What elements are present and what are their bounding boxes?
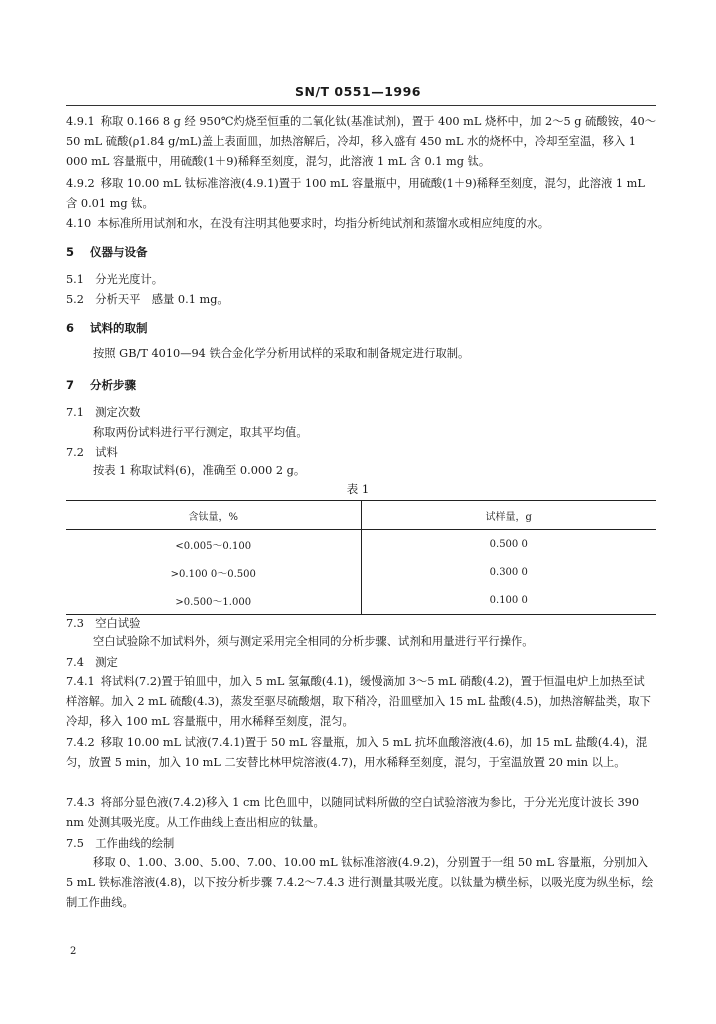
heading-7-2: 7.2 试料 [66,446,118,459]
section-title: 分析步骤 [90,378,136,392]
para-6: 按照 GB/T 4010—94 铁合金化学分析用试样的采取和制备规定进行取制。 [93,347,470,360]
cell-sample-mass: 0.100 0 [361,586,656,615]
para-text: 称取 0.166 8 g 经 950℃灼烧至恒重的二氧化钛(基准试剂)，置于 400 mL 烧杯中，加 2～5 g 硫酸铵，40～50 mL 硫酸(ρ1.84 g/mL)盖上表面皿，加热溶解后，冷却，移入盛有 450 mL 水的烧杯中，冷却至室温，移入 1 000 mL 容量瓶中，用硫酸(1＋9)稀释至刻度，混匀，此溶液 1 mL 含 0.1 mg 钛。 [66,115,656,168]
para-text: 将试料(7.2)置于铂皿中，加入 5 mL 氢氟酸(4.1)，缓慢滴加 3～5 mL 硝酸(4.2)，置于恒温电炉上加热至试样溶解。加入 2 mL 硫酸(4.3)，蒸发至驱尽硫酸烟，取下稍冷，沿皿壁加入 15 mL 盐酸(4.5)，加热溶解盐类，取下冷却，移入 100 mL 容量瓶中，用水稀释至刻度，混匀。 [66,675,651,728]
header-titanium-content: 含钛量，% [188,511,238,523]
table-row [66,586,656,615]
section-5-heading [66,242,656,262]
document-header: SN/T 0551—1996 [295,84,421,99]
para-4-9-2 [66,174,656,214]
section-6-heading [66,318,656,338]
header-sample-mass: 试样量，g [361,501,656,530]
cell-sample-mass: 0.500 0 [361,530,656,559]
table-row [66,558,656,586]
para-7-4-1 [66,672,656,732]
heading-7-3: 7.3 空白试验 [66,617,141,630]
clause-number: 7.4.2 [66,736,95,749]
cell-titanium-content: >0.100 0～0.500 [170,568,256,580]
para-7-2: 按表 1 称取试料(6)，准确至 0.000 2 g。 [93,464,306,477]
para-7-1: 称取两份试料进行平行测定，取其平均值。 [93,426,308,439]
section-number: 7 [66,378,75,392]
section-7-heading [66,375,656,395]
para-7-4-3 [66,793,656,833]
heading-7-1: 7.1 测定次数 [66,406,141,419]
clause-number: 7.4.1 [66,675,95,688]
para-text: 本标准所用试剂和水，在没有注明其他要求时，均指分析纯试剂和蒸馏水或相应纯度的水。 [97,217,550,230]
clause-number: 4.9.1 [66,115,95,128]
section-title: 仪器与设备 [90,245,148,259]
heading-7-5: 7.5 工作曲线的绘制 [66,837,175,850]
table-caption: 表 1 [346,482,370,496]
para-text: 移取 10.00 mL 钛标准溶液(4.9.1)置于 100 mL 容量瓶中，用硫酸(1＋9)稀释至刻度，混匀，此溶液 1 mL 含 0.01 mg 钛。 [66,177,645,210]
section-title: 试料的取制 [90,321,148,335]
cell-sample-mass: 0.300 0 [361,558,656,586]
para-text: 将部分显色液(7.4.2)移入 1 cm 比色皿中，以随同试料所做的空白试验溶液为参比，于分光光度计波长 390 nm 处测其吸光度。从工作曲线上查出相应的钛量。 [66,796,640,829]
section-number: 5 [66,245,75,259]
heading-7-4: 7.4 测定 [66,656,118,669]
clause-number: 7.4.3 [66,796,95,809]
titanium-sample-table [66,500,656,615]
cell-titanium-content: <0.005～0.100 [175,540,252,552]
page-number: 2 [70,946,77,957]
clause-number: 4.10 [66,217,92,230]
para-7-3: 空白试验除不加试料外，须与测定采用完全相同的分析步骤、试剂和用量进行平行操作。 [93,635,534,648]
para-5-1: 5.1 分光光度计。 [66,273,164,286]
para-4-10 [66,214,656,234]
para-4-9-1 [66,112,656,172]
section-number: 6 [66,321,75,335]
para-5-2: 5.2 分析天平 感量 0.1 mg。 [66,293,229,306]
para-7-4-2 [66,733,656,773]
header-rule [66,105,656,106]
clause-number: 4.9.2 [66,177,95,190]
para-text: 移取 10.00 mL 试液(7.4.1)置于 50 mL 容量瓶，加入 5 mL 抗坏血酸溶液(4.6)，加 15 mL 盐酸(4.4)，混匀，放置 5 min，加入 10 mL 二安替比林甲烷溶液(4.7)，用水稀释至刻度，混匀，于室温放置 20 min 以上。 [66,736,648,769]
table-header-row [66,501,656,530]
para-7-5: 移取 0、1.00、3.00、5.00、7.00、10.00 mL 钛标准溶液(4.9.2)，分别置于一组 50 mL 容量瓶，分别加入 5 mL 铁标准溶液(4.8)，以下按分析步骤 7.4.2～7.4.3 进行测量其吸光度。以钛量为横坐标，以吸光度为纵坐标，绘制工作曲线。 [66,856,654,909]
cell-titanium-content: >0.500～1.000 [175,596,252,608]
table-row [66,530,656,559]
